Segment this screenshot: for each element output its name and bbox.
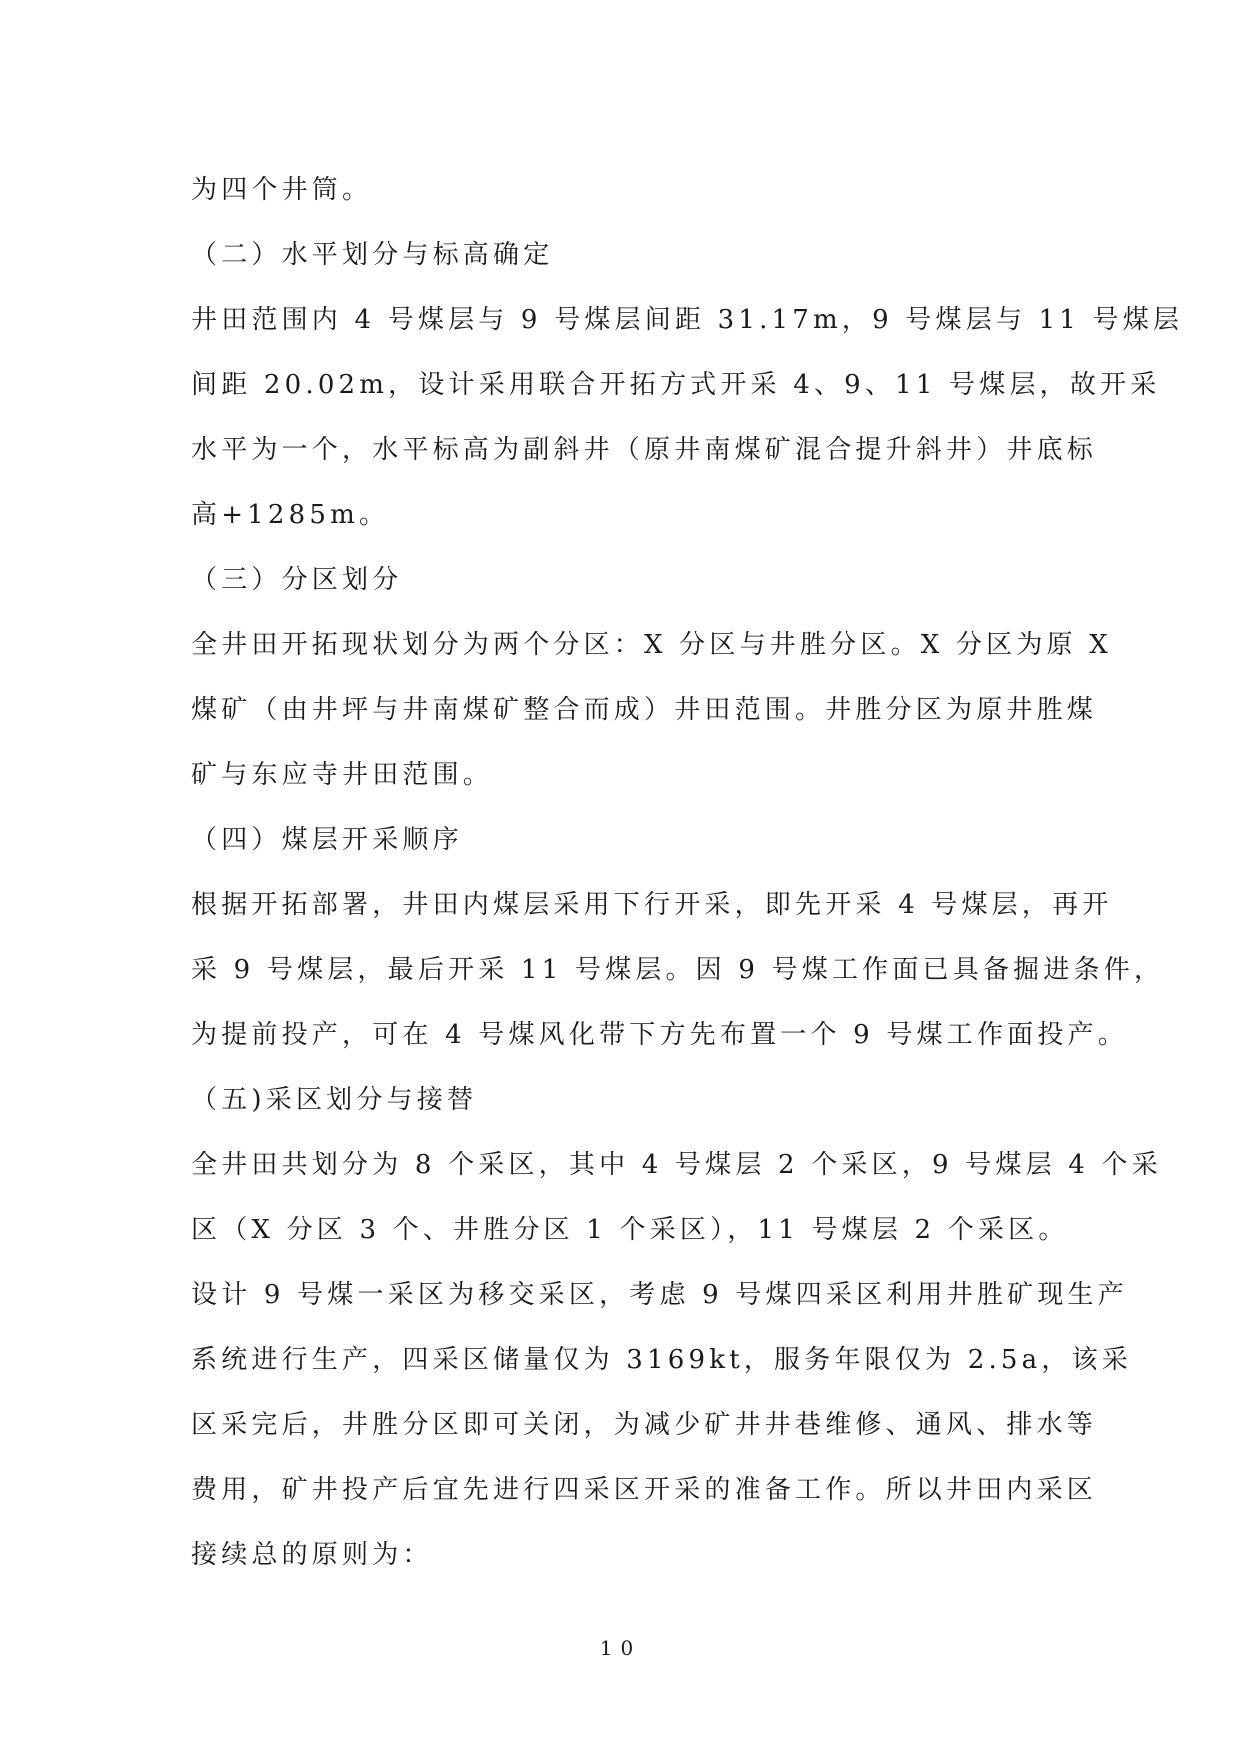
text-line: 煤矿（由井坪与井南煤矿整合而成）井田范围。井胜分区为原井胜煤 xyxy=(191,695,1098,725)
text-line: 费用，矿井投产后宜先进行四采区开采的准备工作。所以井田内采区 xyxy=(191,1475,1098,1505)
section-heading: （三）分区划分 xyxy=(191,565,403,595)
document-body xyxy=(191,158,1184,1588)
text-line: 根据开拓部署，井田内煤层采用下行开采，即先开采 4 号煤层，再开 xyxy=(191,890,1113,920)
text-line: 系统进行生产，四采区储量仅为 3169kt，服务年限仅为 2.5a，该采 xyxy=(191,1345,1132,1375)
text-line: 设计 9 号煤一采区为移交采区，考虑 9 号煤四采区利用井胜矿现生产 xyxy=(191,1280,1128,1310)
page-number: 10 xyxy=(599,1636,642,1660)
section-heading: （四）煤层开采顺序 xyxy=(191,825,463,855)
text-line: 区采完后，井胜分区即可关闭，为减少矿井井巷维修、通风、排水等 xyxy=(191,1410,1098,1440)
text-line: 区（X 分区 3 个、井胜分区 1 个采区），11 号煤层 2 个采区。 xyxy=(191,1215,1069,1245)
section-heading: （二）水平划分与标高确定 xyxy=(191,240,554,270)
text-line: 全井田开拓现状划分为两个分区：X 分区与井胜分区。X 分区为原 X xyxy=(191,630,1112,660)
text-line: 矿与东应寺井田范围。 xyxy=(191,760,494,790)
text-line: 采 9 号煤层，最后开采 11 号煤层。因 9 号煤工作面已具备掘进条件， xyxy=(191,955,1165,985)
text-line: 为四个井筒。 xyxy=(191,175,373,205)
text-line: 全井田共划分为 8 个采区，其中 4 号煤层 2 个采区，9 号煤层 4 个采 xyxy=(191,1150,1162,1180)
text-line: 水平为一个，水平标高为副斜井（原井南煤矿混合提升斜井）井底标 xyxy=(191,435,1098,465)
text-line: 井田范围内 4 号煤层与 9 号煤层间距 31.17m，9 号煤层与 11 号煤层 xyxy=(191,305,1184,335)
text-line: 为提前投产，可在 4 号煤风化带下方先布置一个 9 号煤工作面投产。 xyxy=(191,1020,1128,1050)
section-heading: （五)采区划分与接替 xyxy=(191,1085,478,1115)
text-line: 间距 20.02m，设计采用联合开拓方式开采 4、9、11 号煤层，故开采 xyxy=(191,370,1161,400)
text-line: 接续总的原则为： xyxy=(191,1540,433,1570)
text-line: 高+1285m。 xyxy=(191,500,390,530)
